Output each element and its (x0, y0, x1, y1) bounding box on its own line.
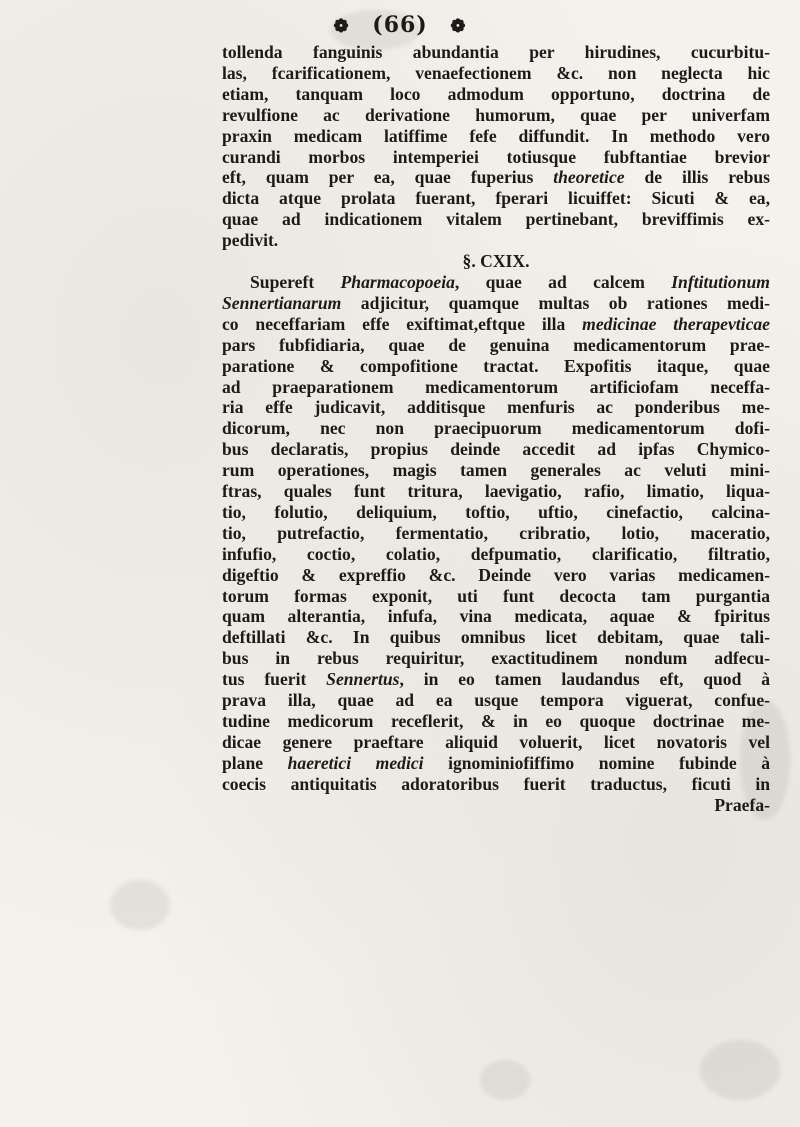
paper-stain (110, 880, 170, 930)
italic-title: Pharmacopoeia (340, 271, 455, 292)
text-line: eft, quam per ea, quae fuperius theoretice de illis rebus (222, 167, 770, 188)
text-line (222, 272, 770, 293)
text-line: tio, putrefactio, fermentatio, cribratio, lotio, maceratio, (222, 522, 770, 543)
text-run: , in eo tamen laudandus eft, quod à (399, 669, 770, 690)
text-line: curandi morbos intemperiei totiusque fubftantiae brevior (222, 146, 770, 167)
text-line: pars fubfidiaria, quae de genuina medicamentorum prae- (222, 334, 770, 355)
text-line: bus declaratis, propius deinde accedit ad ipfas Chymico- (222, 439, 770, 460)
text-line: infufio, coctio, colatio, defpumatio, clarificatio, filtratio, (222, 543, 770, 564)
italic-name: Sennertus (326, 669, 400, 690)
text-run: co neceffariam effe exiftimat,eftque illa (222, 313, 583, 334)
ornament-left-icon: ❁ (333, 15, 350, 37)
text-run: , quae ad calcem (454, 271, 672, 292)
text-line: etiam, tanquam loco admodum opportuno, doctrina de (222, 83, 770, 104)
italic-title: medicinae therapevticae (582, 313, 770, 334)
text-line: torum formas exponit, uti funt decocta tam purgantia (222, 585, 770, 606)
text-line: revulfione ac derivatione humorum, quae per univerfam (222, 104, 770, 125)
text-line (222, 753, 770, 774)
paper-stain (480, 1060, 530, 1100)
text-line: ftras, quales funt tritura, laevigatio, rafio, limatio, liqua- (222, 481, 770, 502)
text-line: prava illa, quae ad ea usque tempora viguerat, confue- (222, 690, 770, 711)
text-run: plane (222, 752, 288, 773)
text-line: coecis antiquitatis adoratoribus fuerit traductus, ficuti in (222, 773, 770, 794)
text-line: tudine medicorum receflerit, & in eo quoque doctrinae me- (222, 711, 770, 731)
text-run: Supereft (250, 271, 341, 292)
paper-stain (700, 1040, 780, 1100)
text-line: pedivit. (222, 230, 279, 251)
body-text (222, 42, 770, 816)
text-line (222, 669, 770, 690)
text-line (222, 314, 770, 335)
italic-title: Sennertianarum (222, 292, 342, 313)
text-line: las, fcarificationem, venaefectionem &c. non neglecta hic (222, 62, 770, 83)
catchword: Praefa- (714, 794, 770, 815)
italic-title: Inftitutionum (671, 271, 770, 292)
text-line: digeftio & expreffio &c. Deinde vero varias medicamen- (222, 564, 770, 585)
text-run: adjicitur, quamque multas ob rationes medi- (341, 292, 770, 313)
italic-word: theoretice (553, 167, 625, 188)
text-line: rum operationes, magis tamen generales ac veluti mini- (222, 460, 770, 481)
text-line: deftillati &c. In quibus omnibus licet debitam, quae tali- (222, 627, 770, 648)
text-line: dicta atque prolata fuerant, fperari licuiffet: Sicuti & ea, (222, 188, 770, 209)
text-line: ad praeparationem medicamentorum artificiofam neceffa- (222, 376, 770, 397)
text-line: tio, folutio, deliquium, toftio, uftio, cinefactio, calcina- (222, 501, 770, 522)
text-line: bus in rebus requiritur, exactitudinem nondum adfecu- (222, 648, 770, 669)
text-line: praxin medicam latiffime fefe diffundit. In methodo vero (222, 125, 770, 146)
text-line: quae ad indicationem vitalem pertinebant, breviffimis ex- (222, 209, 770, 230)
italic-phrase: haeretici medici (287, 752, 424, 773)
text-line: dicae genere praeftare aliquid voluerit, licet novatoris vel (222, 731, 770, 752)
ornament-right-icon: ❁ (450, 15, 467, 37)
text-run: ignominiofiffimo nomine fubinde à (423, 752, 770, 773)
text-line: quam alterantia, infufa, vina medicata, aquae & fpiritus (222, 606, 770, 627)
page-number: (66) (372, 12, 428, 38)
text-line (222, 293, 770, 314)
text-line: dicorum, nec non praecipuorum medicamentorum dofi- (222, 418, 770, 439)
text-line: paratione & compofitione tractat. Expofitis itaque, quae (222, 355, 770, 376)
text-line: tollenda fanguinis abundantia per hirudines, cucurbitu- (222, 42, 770, 62)
text-line: ria effe judicavit, additisque menfuris ac ponderibus me- (222, 397, 770, 418)
text-run: tus fuerit (222, 669, 327, 690)
page-header (0, 12, 800, 38)
section-heading: §. CXIX. (462, 251, 530, 272)
